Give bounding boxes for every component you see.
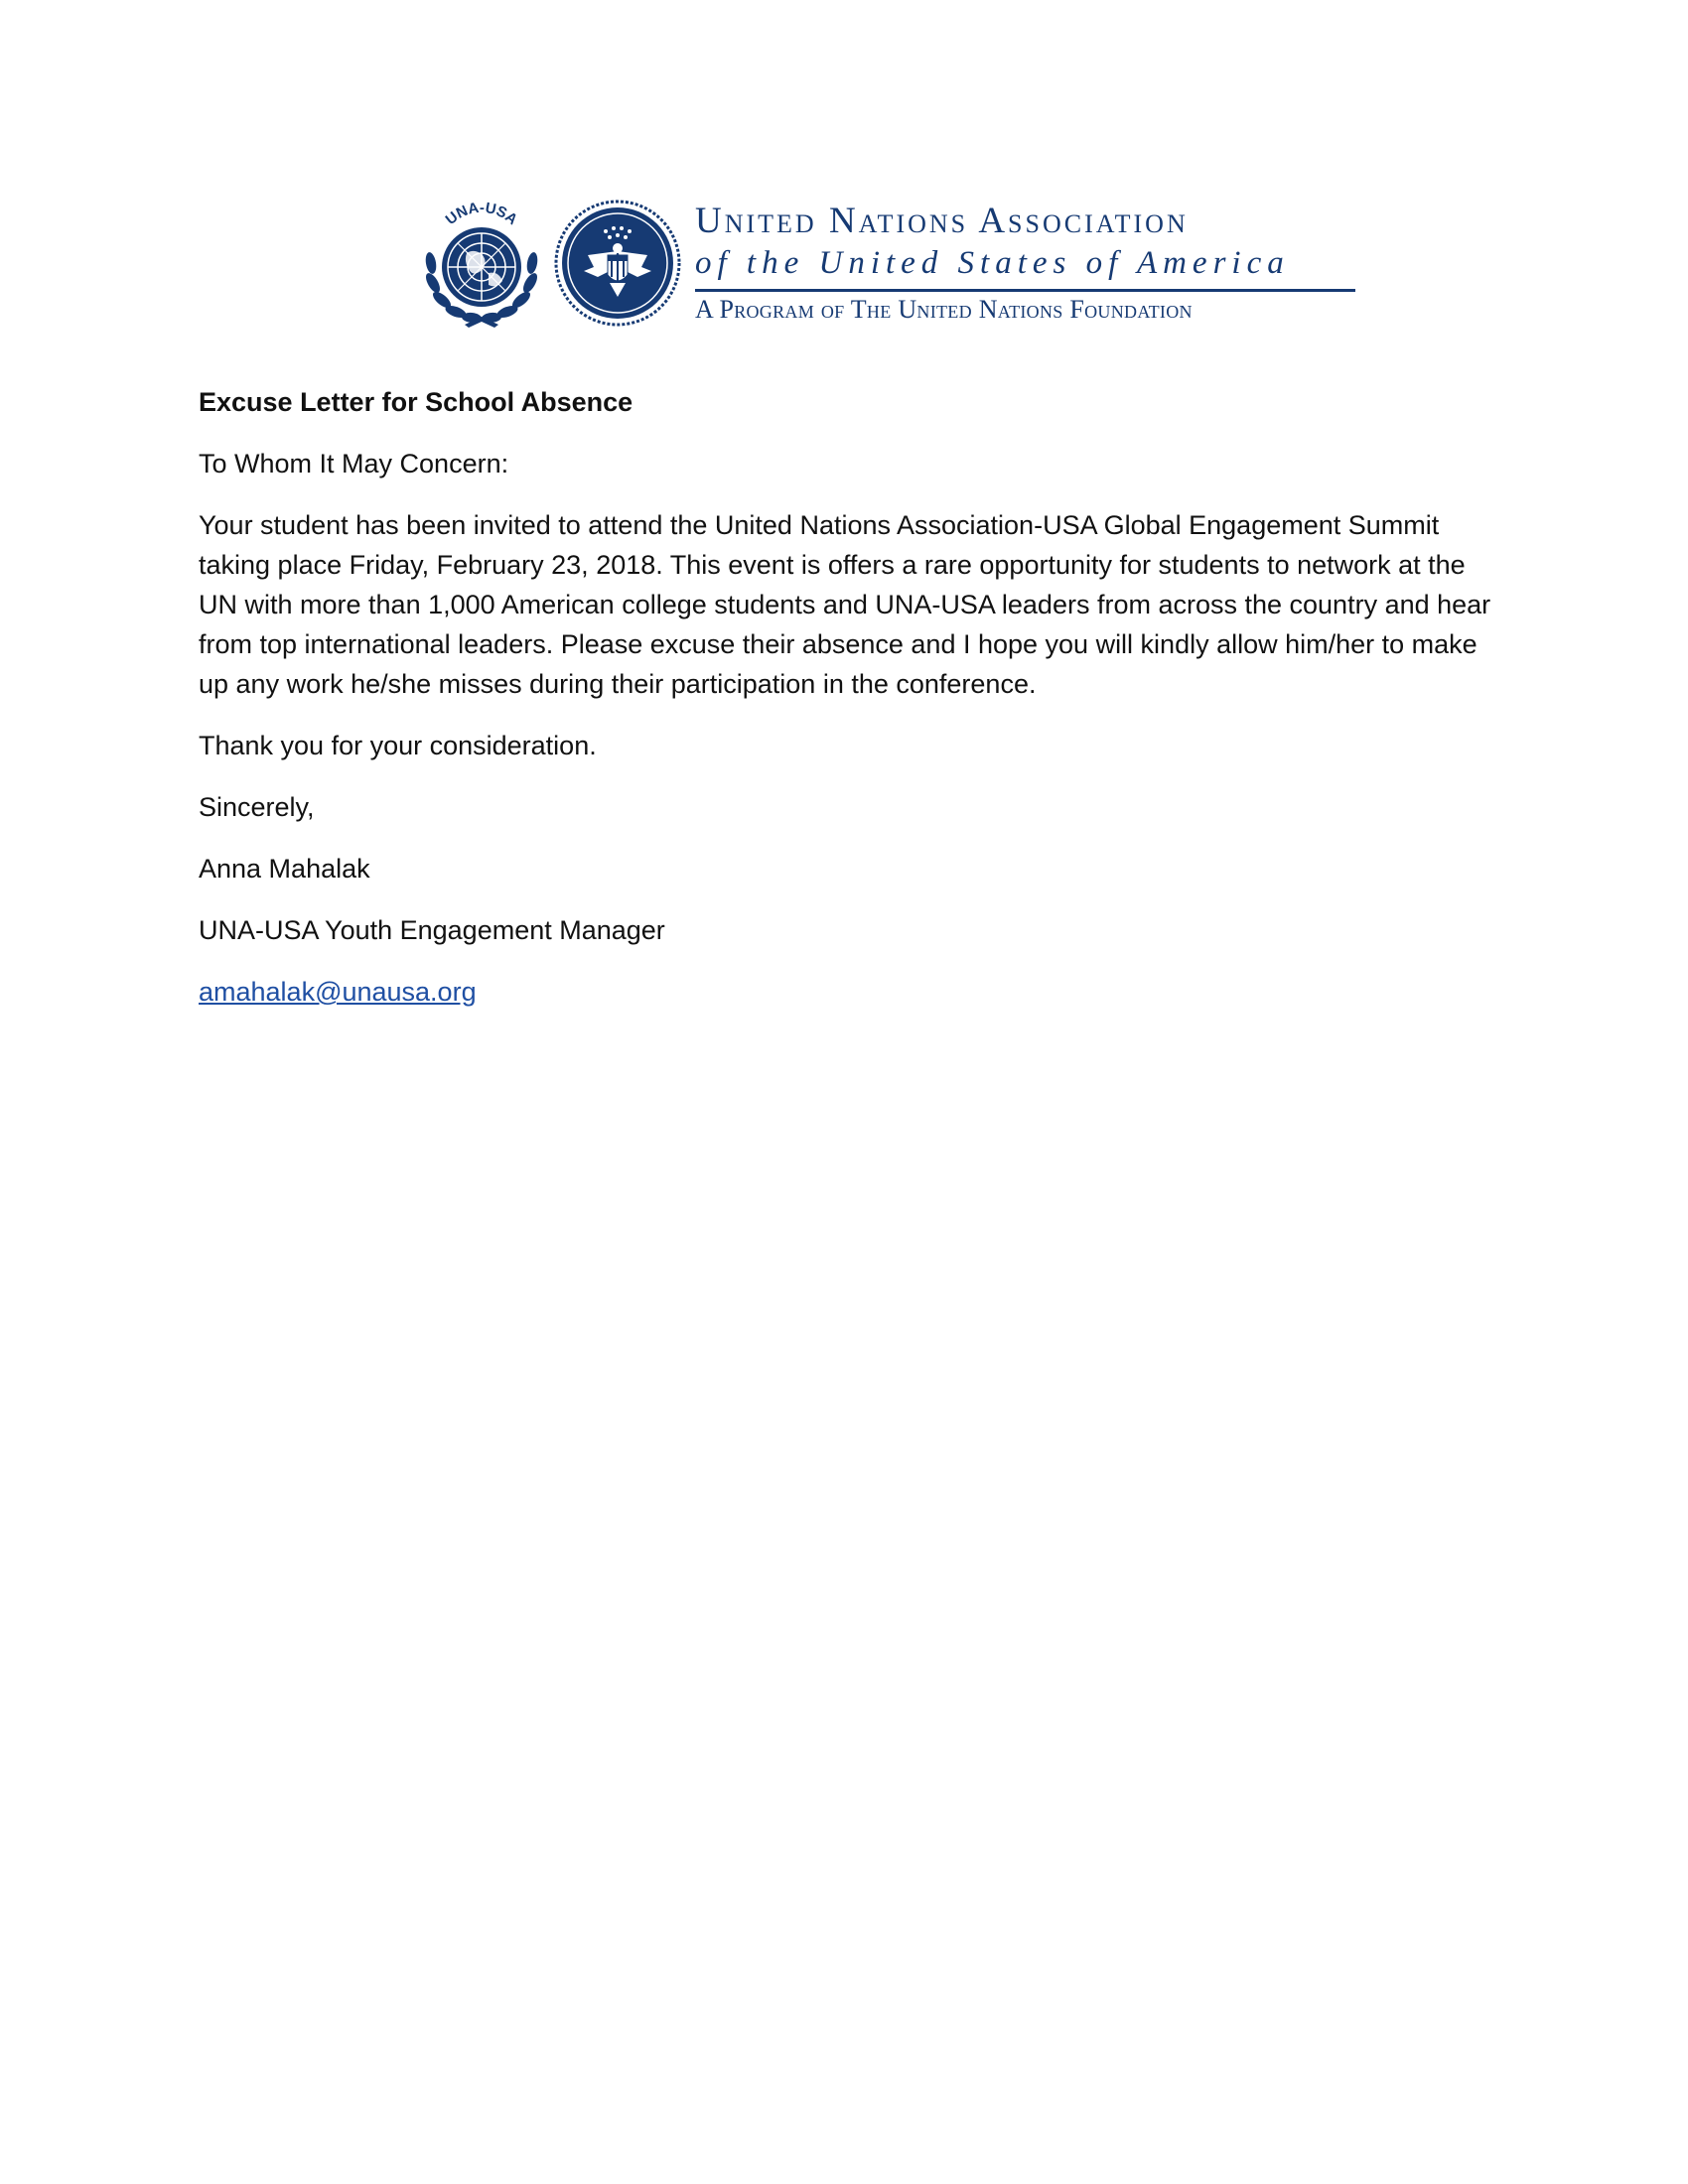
svg-text:UNA-USA bbox=[443, 200, 521, 228]
organization-name-block bbox=[695, 202, 1350, 325]
letter-title: Excuse Letter for School Absence bbox=[199, 387, 633, 417]
letter-body bbox=[199, 382, 1499, 1033]
org-name-line1: United Nations Association bbox=[695, 201, 1189, 241]
closing: Sincerely, bbox=[199, 792, 315, 822]
seal-eagle-icon bbox=[554, 194, 681, 333]
salutation: To Whom It May Concern: bbox=[199, 449, 509, 478]
signer-title: UNA-USA Youth Engagement Manager bbox=[199, 915, 665, 945]
body-paragraph: Your student has been invited to attend the United Nations Association-USA Global Engagement Summit taking place Friday, February 23, 2018. This event is offers a rare opportunity for students to network at the UN with more than 1,000 American college students and UNA-USA leaders from across the country and hear from top international leaders. Please excuse their absence and I hope you will kindly allow him/her to make up any work he/she misses during their participation in the conference. bbox=[199, 510, 1491, 699]
letterhead bbox=[417, 194, 1350, 333]
org-tagline: A Program of The United Nations Foundation bbox=[695, 295, 1193, 324]
una-usa-emblem-icon bbox=[417, 194, 546, 333]
signer-name: Anna Mahalak bbox=[199, 854, 370, 884]
signer-email-link[interactable]: amahalak@unausa.org bbox=[199, 977, 477, 1007]
letterhead-divider bbox=[695, 289, 1355, 292]
thanks-line: Thank you for your consideration. bbox=[199, 731, 597, 760]
una-emblem-label: UNA-USA bbox=[442, 199, 521, 229]
org-name-line2: of the United States of America bbox=[695, 245, 1290, 281]
